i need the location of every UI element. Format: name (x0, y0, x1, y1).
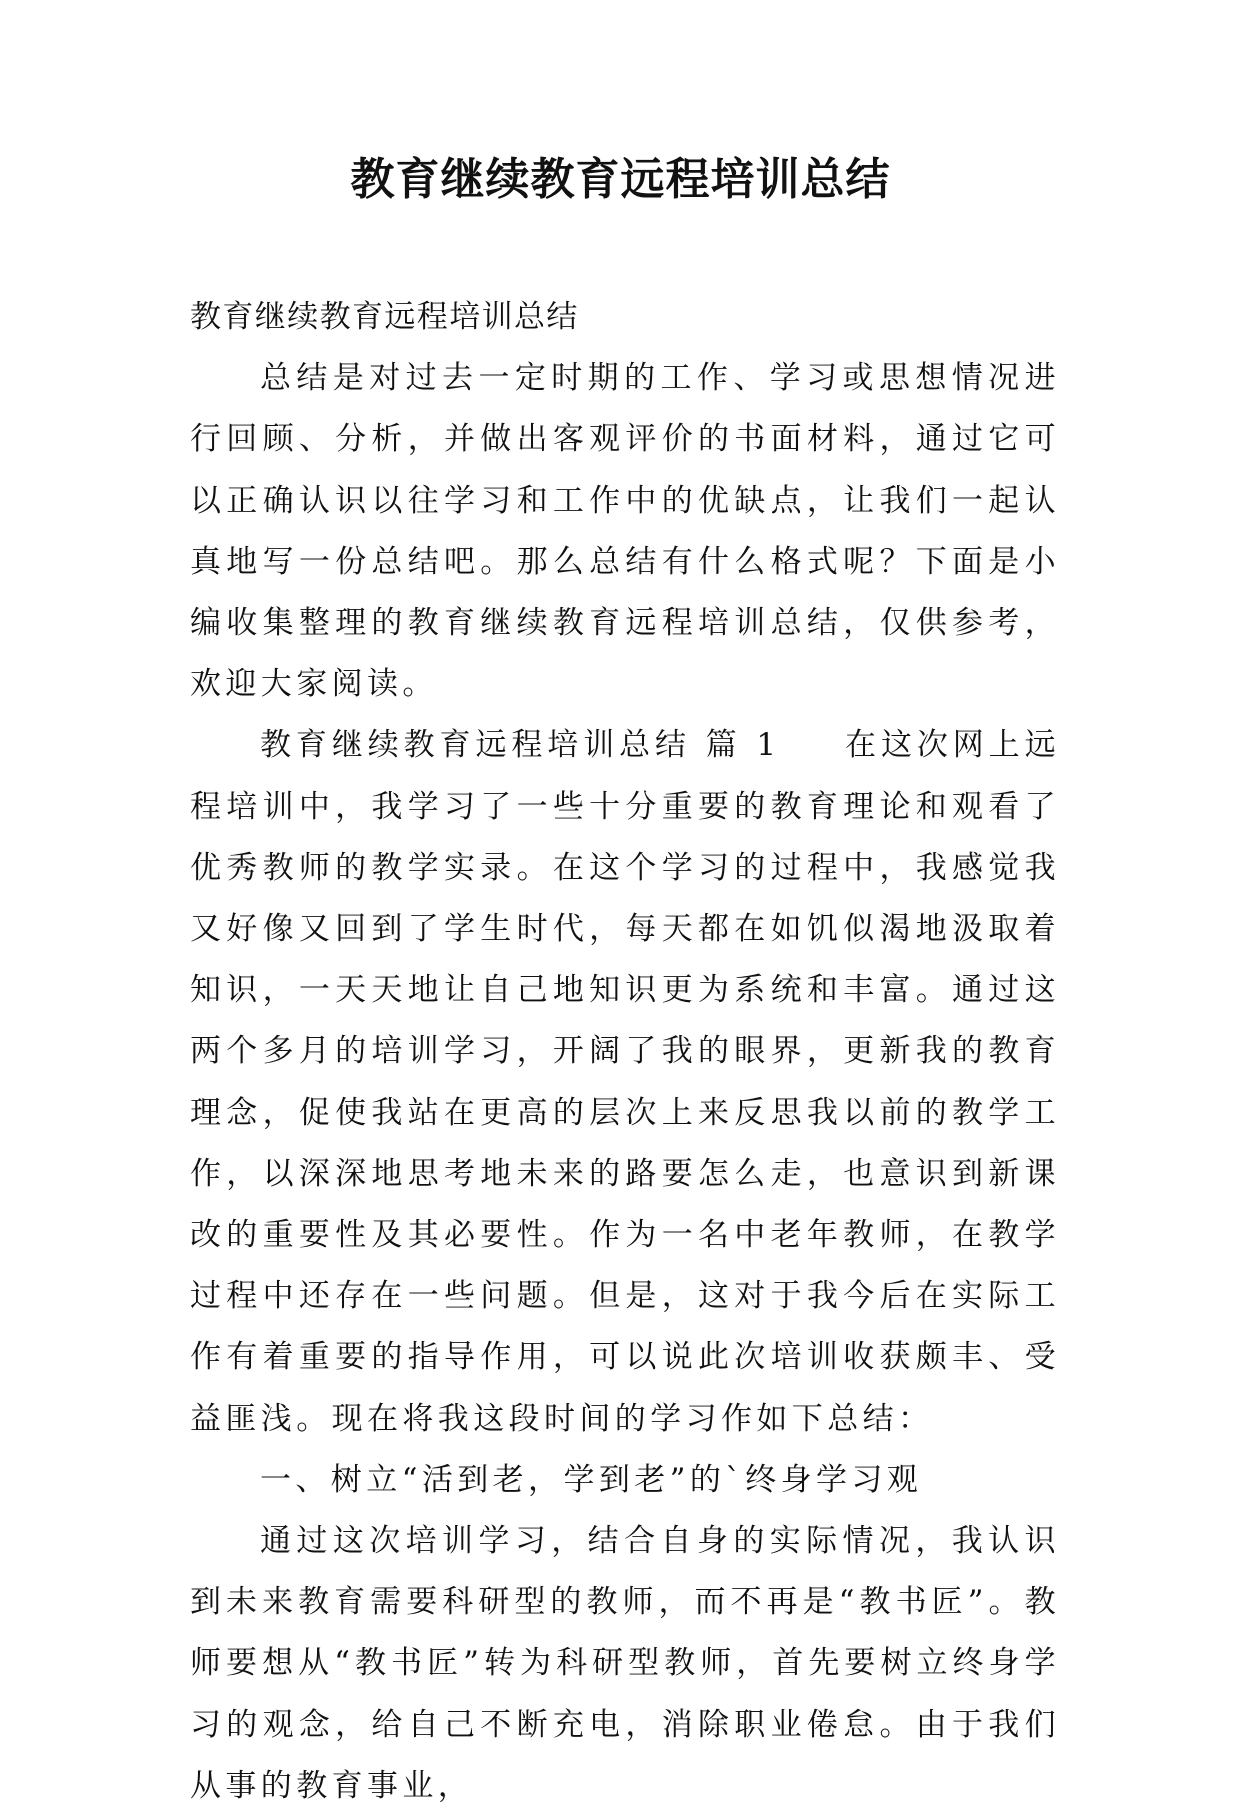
document-body (190, 287, 1060, 1817)
section-heading: 教育继续教育远程培训总结 篇 1 (260, 727, 781, 764)
section-paragraph (190, 715, 1060, 1449)
document-title: 教育继续教育远程培训总结 (350, 154, 891, 205)
document-subtitle: 教育继续教育远程培训总结 (190, 299, 579, 335)
point-1-heading: 一、树立“活到老，学到老”的`终身学习观 (260, 1461, 923, 1498)
point-1-paragraph: 通过这次培训学习，结合自身的实际情况，我认识到未来教育需要科研型的教师，而不再是“教书匠”。教师要想从“教书匠”转为科研型教师，首先要树立终身学习的观念，给自己不断充电，消除职业倦怠。由于我们从事的教育事业， (190, 1523, 1060, 1804)
intro-paragraph: 总结是对过去一定时期的工作、学习或思想情况进行回顾、分析，并做出客观评价的书面材料，通过它可以正确认识以往学习和工作中的优缺点，让我们一起认真地写一份总结吧。那么总结有什么格式呢？下面是小编收集整理的教育继续教育远程培训总结，仅供参考，欢迎大家阅读。 (190, 360, 1060, 703)
section-body: 在这次网上远程培训中，我学习了一些十分重要的教育理论和观看了优秀教师的教学实录。在这个学习的过程中，我感觉我又好像又回到了学生时代，每天都在如饥似渴地汲取着知识，一天天地让自己地知识更为系统和丰富。通过这两个多月的培训学习，开阔了我的眼界，更新我的教育理念，促使我站在更高的层次上来反思我以前的教学工作，以深深地思考地未来的路要怎么走，也意识到新课改的重要性及其必要性。作为一名中老年教师，在教学过程中还存在一些问题。但是，这对于我今后在实际工作有着重要的指导作用，可以说此次培训收获颇丰、受益匪浅。现在将我这段时间的学习作如下总结： (190, 727, 1060, 1437)
